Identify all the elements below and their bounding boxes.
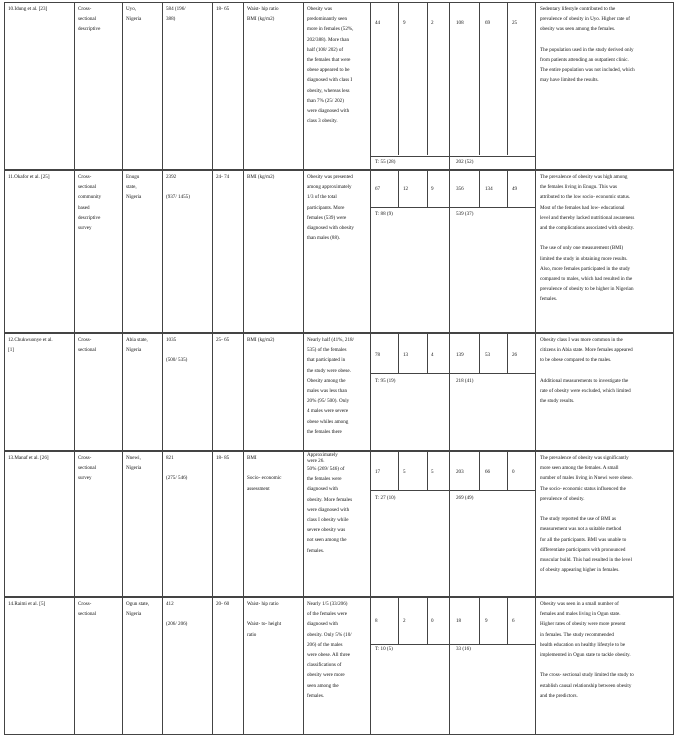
female-class1-cell: 18 — [456, 618, 462, 624]
comments-cell: The prevalence of obesity was significantly more seen among the females. A small number of males living in Nnewi were obese. The socio- economic status influenced the prevalence of obesity. The study reported the use of BMI as measurement was not a suitable method for all the participants. BMI was unable to differentiate participants with pronounced muscular build. This had resulted in the level of obesity appearing higher in females. — [540, 455, 633, 574]
male-total-cell: T: 95 (19) — [375, 378, 396, 384]
sample-cell: 2392 (937/ 1455) — [166, 174, 190, 201]
female-class3-cell: 6 — [512, 618, 515, 624]
design-cell: Cross- sectional survey — [78, 455, 97, 482]
male-class2-cell: 9 — [403, 20, 406, 26]
design-cell: Cross- sectional community based descriptive survey — [78, 174, 102, 232]
study-cell: 10.Idung et al. [23] — [8, 6, 48, 12]
study-cell: 12.Chukwuonye et al. [1] — [8, 337, 53, 354]
location-cell: Ogun state, Nigeria — [126, 601, 150, 618]
measure-cell: BMI Socio- economic assessment — [247, 455, 282, 492]
finding-cell: Nearly 1/5 (33/206) of the females were diagnosed with obesity. Only 5% (10/ 206) of the males were obese. All three classifications of obesity were more seen among the females. — [307, 601, 352, 699]
male-class1-cell: 78 — [375, 352, 381, 358]
male-total-cell: T: 55 (28) — [375, 159, 396, 165]
finding-cell: Nearly half (41%, 218/ 535) of the females that participated in the study were obese. Obesity among the males was less than 20% (95/ 500). Only 4 males were severe obese whiles among the females there — [307, 337, 354, 435]
female-total-cell: 202 (52) — [456, 159, 474, 165]
female-class2-cell: 66 — [485, 469, 491, 475]
study-cell: 11.Okafor et al. [25] — [8, 174, 50, 180]
measure-cell: BMI (kg/m2) — [247, 337, 275, 343]
age-cell: 20- 60 — [216, 601, 230, 607]
female-class1-cell: 203 — [456, 469, 464, 475]
male-class2-cell: 12 — [403, 186, 409, 192]
female-class2-cell: 53 — [485, 352, 491, 358]
design-cell: Cross- sectional — [78, 601, 97, 618]
location-cell: Nnewi, Nigeria — [126, 455, 142, 472]
female-class3-cell: 26 — [512, 352, 518, 358]
female-total-cell: 539 (37) — [456, 211, 474, 217]
measure-cell: Waist- hip ratio Waist- to- height ratio — [247, 601, 282, 638]
sample-cell: 1035 (500/ 535) — [166, 337, 188, 364]
male-class3-cell: 2 — [431, 20, 434, 26]
age-cell: 18- 85 — [216, 455, 230, 461]
female-class1-cell: 108 — [456, 20, 464, 26]
comments-cell: Sedentary lifestyle contributed to the prevalence of obesity in Uyo. Higher rate of obesity was seen among the females. The population used in the study derived only from patients attending an outpatient clinic. The entire population was not included, which may have limited the results. — [540, 6, 635, 84]
male-class3-cell: 9 — [431, 186, 434, 192]
sample-cell: 821 (275/ 546) — [166, 455, 188, 482]
measure-cell: BMI (kg/m2) — [247, 174, 275, 180]
male-total-cell: T: 27 (10) — [375, 495, 396, 501]
sample-cell: 584 (196/ 388) — [166, 6, 186, 23]
design-cell: Cross- sectional descriptive — [78, 6, 101, 33]
female-class2-cell: 69 — [485, 20, 491, 26]
age-cell: 25- 65 — [216, 337, 230, 343]
male-class2-cell: 2 — [403, 618, 406, 624]
female-class3-cell: 0 — [512, 469, 515, 475]
female-class1-cell: 139 — [456, 352, 464, 358]
male-class1-cell: 44 — [375, 20, 381, 26]
design-cell: Cross- sectional — [78, 337, 97, 354]
finding-cell: 50% (269/ 546) of the females were diagnosed with obesity. More females were diagnosed with class I obesity while severe obesity was not seen among the females. — [307, 466, 353, 554]
comments-cell: The prevalence of obesity was high among the females living in Enugu. This was attributed to the low socio- economic status. Most of the females had low- educational level and thereby lacked nutritional awareness and the complications associated with obesity. The use of only one measurement (BMI) limited the study in obtaining more results. Also, more females participated in the study compared to males, which had resulted in the prevalence of obesity to be higher in Nigerian females. — [540, 174, 635, 303]
female-total-cell: 33 (16) — [456, 646, 471, 652]
age-cell: 18- 65 — [216, 6, 230, 12]
sample-cell: 412 (206/ 206) — [166, 601, 188, 628]
comments-cell: Obesity was seen in a small number of females and males living in Ogun state. Higher rates of obesity were more present in females. The study recommended health education on healthy lifestyle to be implemented in Ogun state to tackle obesity. The cross- sectional study limited the study to establish causal relationship between obesity and the predictors. — [540, 601, 634, 699]
study-cell: 14.Raimi et al. [5] — [8, 601, 46, 607]
location-cell: Abia state, Nigeria — [126, 337, 148, 354]
female-total-cell: 218 (41) — [456, 378, 474, 384]
male-class2-cell: 13 — [403, 352, 409, 358]
age-cell: 24- 74 — [216, 174, 230, 180]
comments-cell: Obesity class I was more common in the citizens in Abia state. More females appeared to be obese compared to the males. Additional measurements to investigate the rate of obesity were excluded, which limited the study results. — [540, 337, 633, 405]
study-cell: 13.Manaf et al. [26] — [8, 455, 49, 461]
female-class3-cell: 25 — [512, 20, 518, 26]
male-class1-cell: 17 — [375, 469, 381, 475]
finding-cell: Obesity was presented among approximately 1/3 of the total participants. More females (539) were diagnosed with obesity than males (88). — [307, 174, 354, 242]
male-total-cell: T: 88 (9) — [375, 211, 393, 217]
female-class2-cell: 134 — [485, 186, 493, 192]
female-total-cell: 269 (49) — [456, 495, 474, 501]
male-class1-cell: 8 — [375, 618, 378, 624]
female-class3-cell: 49 — [512, 186, 518, 192]
female-class2-cell: 9 — [485, 618, 488, 624]
male-class3-cell: 4 — [431, 352, 434, 358]
location-cell: Enugu state, Nigeria — [126, 174, 142, 201]
male-class3-cell: 5 — [431, 469, 434, 475]
finding-cell: Obesity was predominantly seen more in females (52%, 202/388). More than half (108/ 202) of the females that were obese appeared to be diagnosed with class I obesity, whereas less than 7% (25/ 202) were diagnosed with class 3 obesity. — [307, 6, 354, 125]
finding-overlap-cell: Approximately were 26. — [307, 452, 338, 464]
measure-cell: Waist- hip ratio BMI (kg/m2) — [247, 6, 279, 23]
male-class3-cell: 0 — [431, 618, 434, 624]
location-cell: Uyo, Nigeria — [126, 6, 142, 23]
male-class1-cell: 67 — [375, 186, 381, 192]
male-class2-cell: 5 — [403, 469, 406, 475]
female-class1-cell: 356 — [456, 186, 464, 192]
male-total-cell: T: 10 (5) — [375, 646, 393, 652]
